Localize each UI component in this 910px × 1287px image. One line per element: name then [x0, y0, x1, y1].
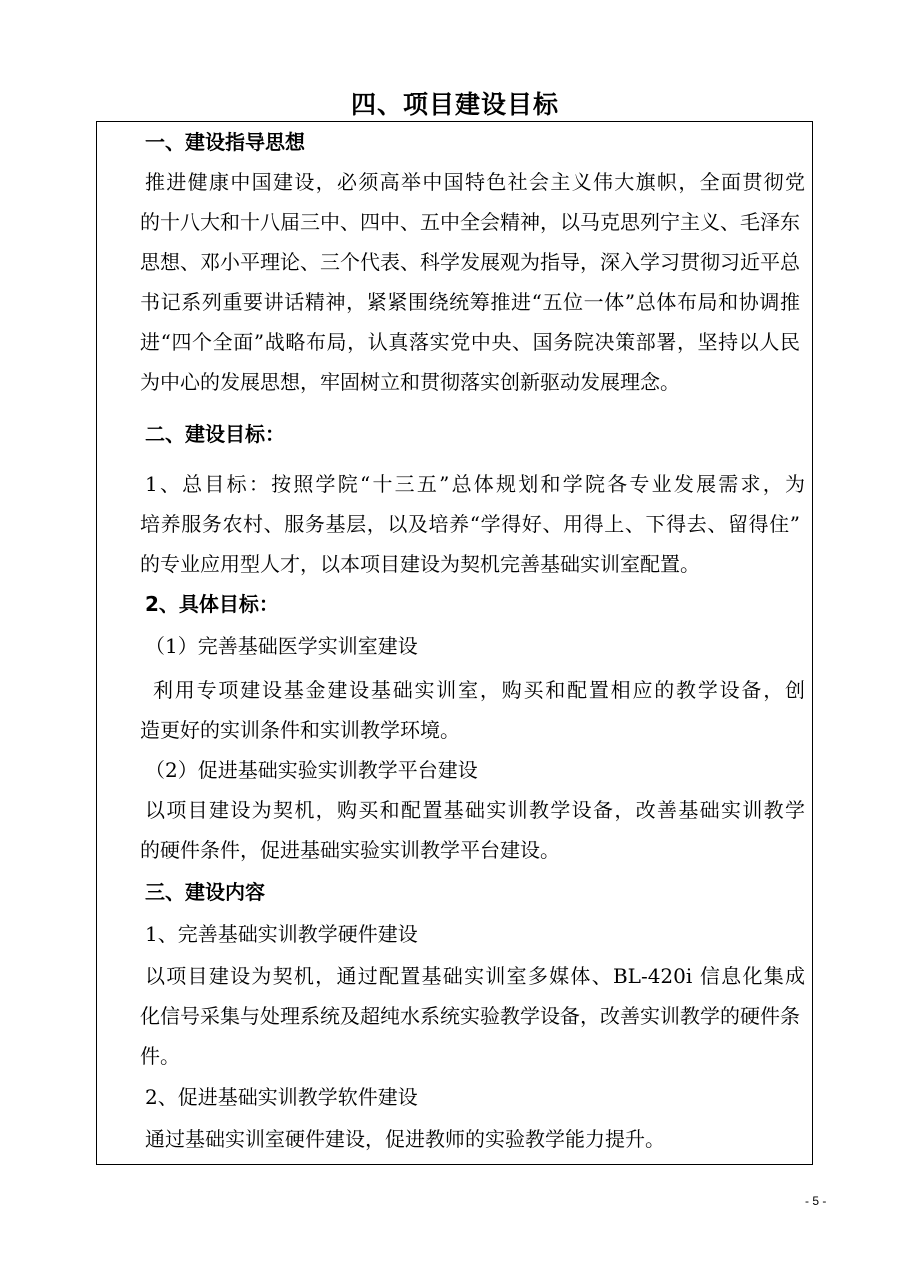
page-title: 四、项目建设目标	[350, 90, 559, 119]
paragraph-line: 书记系列重要讲话精神，紧紧围绕统筹推进“五位一体”总体布局和协调推	[140, 290, 800, 314]
paragraph-line: 利用专项建设基金建设基础实训室，购买和配置相应的教学设备，创	[153, 678, 805, 702]
item-title: （1）完善基础医学实训室建设	[145, 634, 418, 658]
paragraph-line: 的硬件条件，促进基础实验实训教学平台建设。	[140, 838, 560, 862]
paragraph-line: 化信号采集与处理系统及超纯水系统实验教学设备，改善实训教学的硬件条	[140, 1004, 800, 1028]
paragraph-line: 造更好的实训条件和实训教学环境。	[140, 718, 460, 742]
page-number: - 5 -	[805, 1194, 827, 1208]
paragraph-line: 以项目建设为契机，通过配置基础实训室多媒体、BL-420i 信息化集成	[145, 964, 805, 988]
paragraph-line: 的专业应用型人才，以本项目建设为契机完善基础实训室配置。	[140, 552, 700, 576]
subsection-heading-specific: 2、具体目标：	[145, 592, 279, 616]
section-heading-goals: 二、建设目标：	[145, 422, 285, 446]
item-title: 2、促进基础实训教学软件建设	[145, 1085, 418, 1109]
paragraph-line: 进“四个全面”战略布局，认真落实党中央、国务院决策部署，坚持以人民	[140, 330, 800, 354]
paragraph-line: 推进健康中国建设，必须高举中国特色社会主义伟大旗帜，全面贯彻党	[145, 170, 805, 194]
item-title: 1、完善基础实训教学硬件建设	[145, 922, 418, 946]
paragraph-line: 1、总目标：按照学院“十三五”总体规划和学院各专业发展需求，为	[145, 472, 805, 496]
paragraph-line: 为中心的发展思想，牢固树立和贯彻落实创新驱动发展理念。	[140, 370, 680, 394]
paragraph-line: 思想、邓小平理论、三个代表、科学发展观为指导，深入学习贯彻习近平总	[140, 250, 800, 274]
paragraph-line: 的十八大和十八届三中、四中、五中全会精神，以马克思列宁主义、毛泽东	[140, 210, 800, 234]
section-heading-content: 三、建设内容	[145, 880, 265, 904]
item-title: （2）促进基础实验实训教学平台建设	[145, 758, 478, 782]
paragraph-line: 件。	[140, 1044, 180, 1068]
section-heading-guiding: 一、建设指导思想	[145, 130, 305, 154]
paragraph-line: 培养服务农村、服务基层，以及培养“学得好、用得上、下得去、留得住”	[140, 512, 800, 536]
paragraph-line: 通过基础实训室硬件建设，促进教师的实验教学能力提升。	[145, 1127, 665, 1151]
paragraph-line: 以项目建设为契机，购买和配置基础实训教学设备，改善基础实训教学	[145, 798, 805, 822]
